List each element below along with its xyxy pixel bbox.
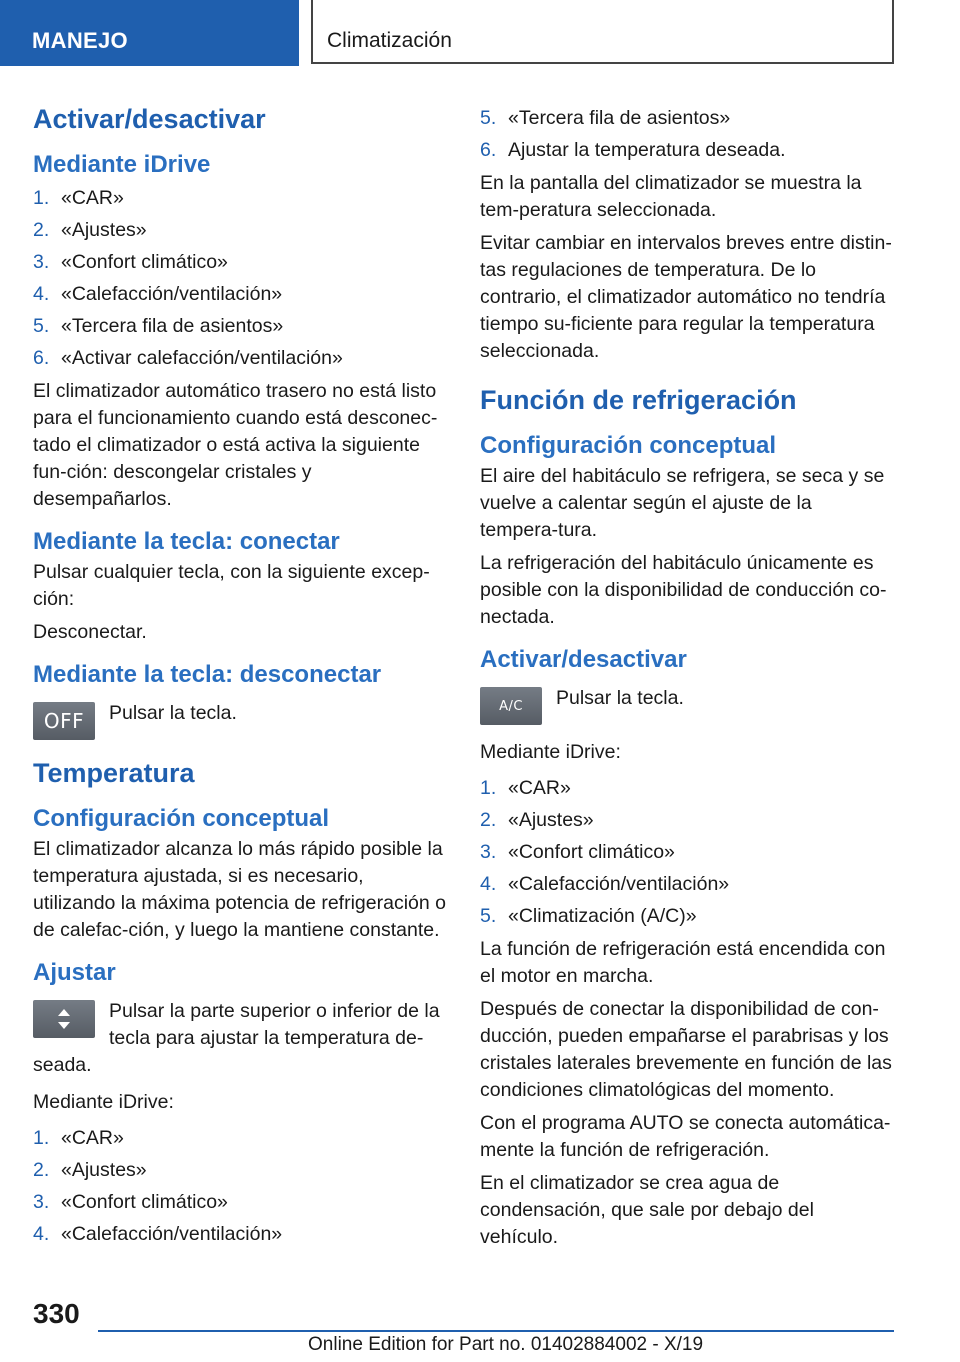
heading-config-refrig: Configuración conceptual xyxy=(480,432,777,459)
list-item: 5. «Climatización (A/C)» xyxy=(480,905,697,927)
list-item: 3. «Confort climático» xyxy=(33,251,228,273)
up-down-arrow-key-icon xyxy=(33,1000,95,1038)
heading-config-temp: Configuración conceptual xyxy=(33,805,330,832)
ajustar-steps-list xyxy=(33,1122,447,1250)
paragraph-despues: Después de conectar la disponibilidad de con-ducción, pueden empañarse el parabrisas y los cristales laterales brevemente en función de las condiciones climatológicas del momento. xyxy=(480,998,892,1101)
header-chapter-box xyxy=(311,0,894,64)
paragraph-condensacion: En el climatizador se crea agua de condensación, que sale por debajo del vehículo. xyxy=(480,1172,814,1248)
heading-temperatura: Temperatura xyxy=(33,758,195,788)
list-item: 1. «CAR» xyxy=(33,187,124,209)
footer-divider xyxy=(98,1330,894,1332)
ac-steps-list xyxy=(480,772,894,932)
paragraph-conectar: Pulsar cualquier tecla, con la siguiente excep-ción: xyxy=(33,561,430,610)
paragraph-trasero: El climatizador automático trasero no está listo para el funcionamiento cuando está desconec-tado el climatizador o está activa la siguiente fun-ción: descongelar cristales y desempañarlos. xyxy=(33,380,438,510)
paragraph-pulsar-off: Pulsar la tecla. xyxy=(109,702,237,724)
paragraph-mediante: Mediante iDrive: xyxy=(33,1091,174,1113)
off-key-icon: OFF xyxy=(33,702,95,740)
heading-funcion-refrigeracion: Función de refrigeración xyxy=(480,385,797,415)
arrow-key-row xyxy=(33,998,447,1079)
heading-idrive: Mediante iDrive xyxy=(33,151,211,178)
paragraph-evitar: Evitar cambiar en intervalos breves entre distin-tas regulaciones de temperatura. De lo contrario, el climatizador automático no tendría tiempo su-ficiente para regular la temperatura seleccionada. xyxy=(480,232,892,362)
list-item: 2. «Ajustes» xyxy=(480,809,594,831)
list-item: 6. «Activar calefacción/ventilación» xyxy=(33,347,343,369)
idrive-steps-list xyxy=(33,182,447,374)
heading-activar: Activar/desactivar xyxy=(33,104,266,134)
header-section-tab xyxy=(0,0,299,66)
list-item: 5. «Tercera fila de asientos» xyxy=(33,315,284,337)
header-section-label: MANEJO xyxy=(32,28,128,53)
heading-activar-ac: Activar/desactivar xyxy=(480,646,687,673)
list-item: 3. «Confort climático» xyxy=(33,1191,228,1213)
list-item: 6. Ajustar la temperatura deseada. xyxy=(480,139,786,161)
header-chapter-label: Climatización xyxy=(327,29,452,52)
list-item: 5. «Tercera fila de asientos» xyxy=(480,107,731,129)
ac-key-row xyxy=(480,685,894,731)
list-item: 1. «CAR» xyxy=(33,1127,124,1149)
list-item: 2. «Ajustes» xyxy=(33,219,147,241)
ac-key-icon: A/C xyxy=(480,687,542,725)
heading-ajustar: Ajustar xyxy=(33,959,116,986)
ajustar-steps-cont-list xyxy=(480,102,894,166)
paragraph-mediante-ac: Mediante iDrive: xyxy=(480,741,621,763)
footer-edition: Online Edition for Part no. 01402884002 - X/19 xyxy=(308,1334,704,1355)
list-item: 4. «Calefacción/ventilación» xyxy=(33,283,283,305)
arrow-up-icon xyxy=(58,1009,70,1016)
heading-desconectar: Mediante la tecla: desconectar xyxy=(33,661,382,688)
left-column xyxy=(33,92,447,1254)
paragraph-config-temp: El climatizador alcanza lo más rápido posible la temperatura ajustada, si es necesario, utilizando la máxima potencia de refrigeración o de calefac-ción, y luego la mantiene constante. xyxy=(33,838,446,941)
paragraph-aire: El aire del habitáculo se refrigera, se seca y se vuelve a calentar según el ajuste de la tempera-tura. xyxy=(480,465,885,541)
arrow-down-icon xyxy=(58,1022,70,1029)
paragraph-refrig: La refrigeración del habitáculo únicamente es posible con la disponibilidad de conducción co-nectada. xyxy=(480,552,887,628)
list-item: 3. «Confort climático» xyxy=(480,841,675,863)
paragraph-encendida: La función de refrigeración está encendida con el motor en marcha. xyxy=(480,938,886,987)
off-key-row xyxy=(33,700,447,746)
heading-conectar: Mediante la tecla: conectar xyxy=(33,528,340,555)
paragraph-pantalla: En la pantalla del climatizador se muestra la tem-peratura seleccionada. xyxy=(480,172,862,221)
paragraph-desconectar: Desconectar. xyxy=(33,621,147,643)
page-number: 330 xyxy=(33,1298,80,1329)
list-item: 4. «Calefacción/ventilación» xyxy=(480,873,730,895)
right-column xyxy=(480,102,894,1257)
list-item: 2. «Ajustes» xyxy=(33,1159,147,1181)
paragraph-pulsar-ac: Pulsar la tecla. xyxy=(556,687,684,709)
list-item: 1. «CAR» xyxy=(480,777,571,799)
list-item: 4. «Calefacción/ventilación» xyxy=(33,1223,283,1245)
paragraph-auto: Con el programa AUTO se conecta automática-mente la función de refrigeración. xyxy=(480,1112,891,1161)
paragraph-ajustar: Pulsar la parte superior o inferior de la tecla para ajustar la temperatura de-seada. xyxy=(33,1000,440,1076)
